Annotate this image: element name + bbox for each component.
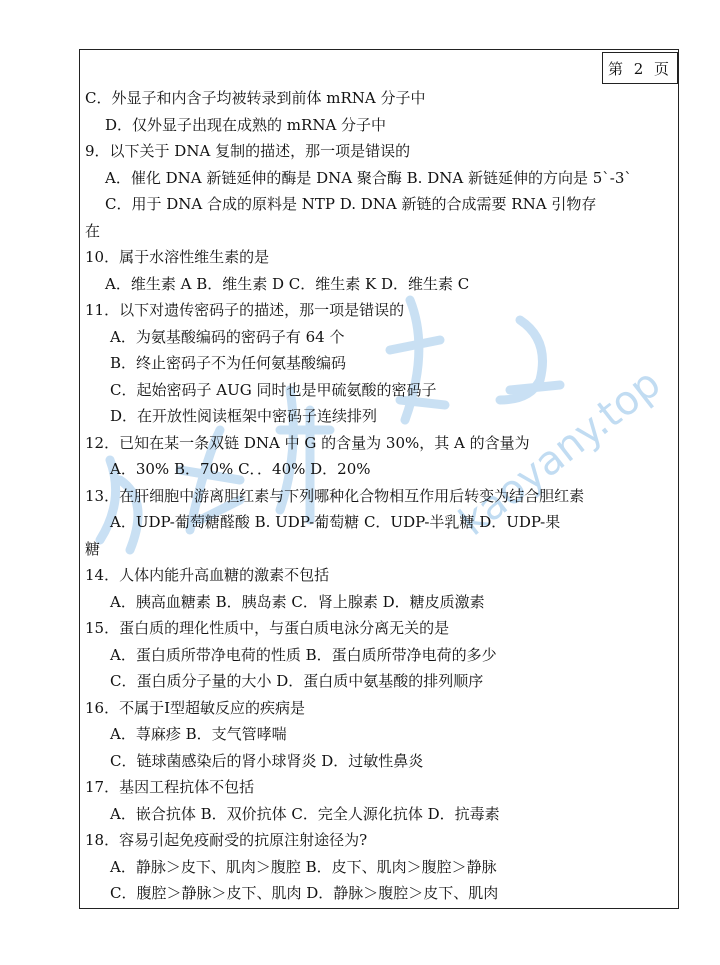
- option-line: D．在开放性阅读框架中密码子连续排列: [110, 407, 378, 425]
- option-line: A．嵌合抗体 B．双价抗体 C．完全人源化抗体 D．抗毒素: [110, 804, 500, 823]
- question-stem: 12．已知在某一条双链 DNA 中 G 的含量为 30%，其 A 的含量为: [85, 433, 530, 452]
- option-line: A．催化 DNA 新链延伸的酶是 DNA 聚合酶 B. DNA 新链延伸的方向是 5`-3`: [105, 168, 632, 187]
- question-stem: 13．在肝细胞中游离胆红素与下列哪种化合物相互作用后转变为结合胆红素: [85, 486, 585, 505]
- option-line: C．用于 DNA 合成的原料是 NTP D. DNA 新链的合成需要 RNA 引物存: [105, 195, 597, 213]
- option-line: C．蛋白质分子量的大小 D．蛋白质中氨基酸的排列顺序: [110, 672, 484, 690]
- exam-content: [85, 85, 675, 907]
- option-line: A．UDP-葡萄糖醛酸 B. UDP-葡萄糖 C．UDP-半乳糖 D．UDP-果: [110, 513, 561, 531]
- question-stem: 16．不属于Ⅰ型超敏反应的疾病是: [85, 698, 306, 717]
- question-stem: 11．以下对遗传密码子的描述，那一项是错误的: [85, 301, 405, 319]
- option-line: C．腹腔＞静脉＞皮下、肌肉 D．静脉＞腹腔＞皮下、肌肉: [110, 884, 499, 902]
- text-line: C．外显子和内含子均被转录到前体 mRNA 分子中: [85, 89, 426, 107]
- page-number-box: [602, 52, 678, 84]
- text-line: 在: [85, 221, 101, 240]
- option-line: A．荨麻疹 B．支气管哮喘: [110, 725, 287, 743]
- option-line: B．终止密码子不为任何氨基酸编码: [110, 354, 347, 372]
- option-line: A．胰高血糖素 B．胰岛素 C．肾上腺素 D．糖皮质激素: [110, 592, 485, 611]
- question-stem: 15．蛋白质的理化性质中，与蛋白质电泳分离无关的是: [85, 619, 450, 637]
- option-line: C．起始密码子 AUG 同时也是甲硫氨酸的密码子: [110, 380, 437, 399]
- text-line: 糖: [85, 539, 101, 558]
- option-line: C．链球菌感染后的肾小球肾炎 D．过敏性鼻炎: [110, 751, 424, 770]
- question-stem: 18．容易引起免疫耐受的抗原注射途径为?: [85, 831, 368, 849]
- option-line: A．维生素 A B．维生素 D C．维生素 K D．维生素 C: [105, 274, 470, 293]
- option-line: A．为氨基酸编码的密码子有 64 个: [110, 327, 345, 346]
- watermark-text: kaoyany.top: [450, 360, 670, 546]
- option-line: A．30% B．70% C．．40% D．20%: [110, 460, 371, 478]
- question-stem: 14．人体内能升高血糖的激素不包括: [85, 566, 330, 584]
- option-line: A．蛋白质所带净电荷的性质 B．蛋白质所带净电荷的多少: [110, 645, 497, 664]
- text-line: D．仅外显子出现在成熟的 mRNA 分子中: [105, 115, 387, 134]
- question-stem: 17．基因工程抗体不包括: [85, 778, 255, 796]
- question-stem: 10．属于水溶性维生素的是: [85, 248, 270, 266]
- question-stem: 9．以下关于 DNA 复制的描述，那一项是错误的: [85, 142, 411, 160]
- option-line: A．静脉＞皮下、肌肉＞腹腔 B．皮下、肌肉＞腹腔＞静脉: [110, 857, 497, 876]
- page-number-label: 第 2 页: [607, 59, 673, 78]
